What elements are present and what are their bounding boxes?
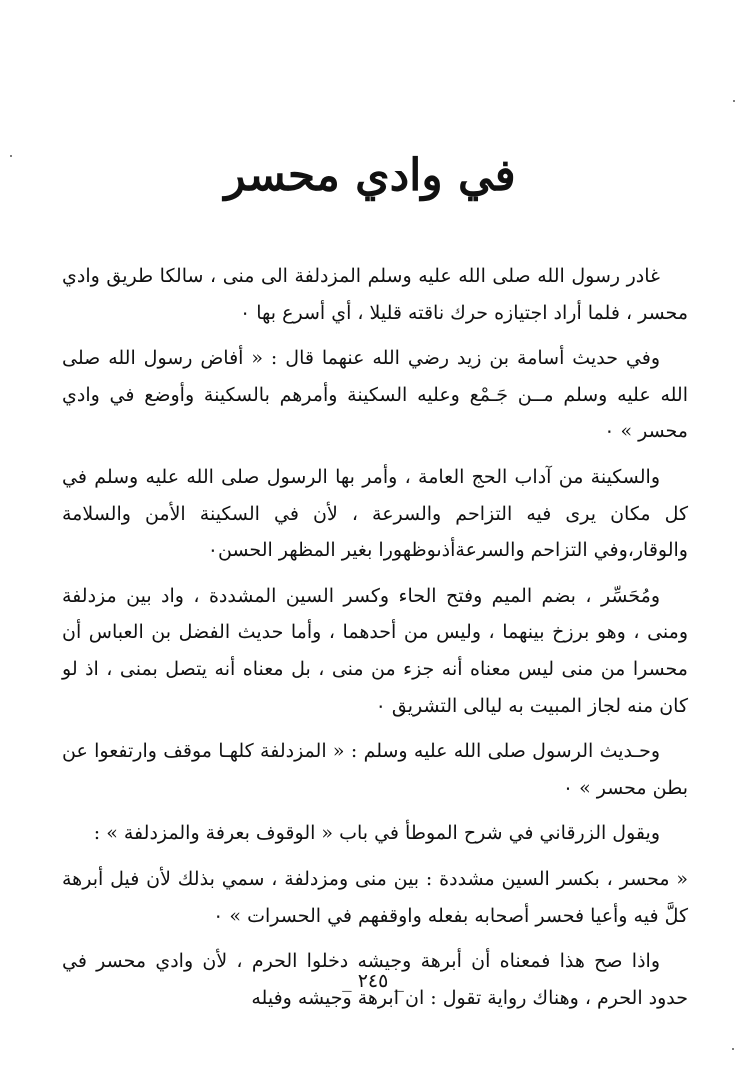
paragraph: غادر رسول الله صلى الله عليه وسلم المزدلفة الى منى ، سالكا طريق وادي محسر ، فلما أراد اجتيازه حرك ناقته قليلا ، أي أسرع بها ٠ <box>62 265 688 324</box>
paragraph: ومُحَسِّر ، بضم الميم وفتح الحاء وكسر السين المشددة ، واد بين مزدلفة ومنى ، وهو برزخ بينهما ، وليس من أحدهما ، وأما حديث الفضل بن العباس أن محسرا من منى ليس معناه أنه جزء من منى ، بل معناه أنه يتصل بمنى ، اذ لو كان منه لجاز المبيت به ليالى التشريق ٠ <box>62 584 688 717</box>
page-number: _ ٢٤٥ _ <box>342 970 404 992</box>
paragraph: وفي حديث أسامة بن زيد رضي الله عنهما قال : « أفاض رسول الله صلى الله عليه وسلم مــن جَـمْع وعليه السكينة وأمرهم بالسكينة وأوضع في وادي محسر » ٠ <box>62 347 688 443</box>
chapter-title: في وادي محسر <box>224 150 516 201</box>
quotation-paragraph: « محسر ، بكسر السين مشددة : بين منى ومزدلفة ، سمي بذلك لأن فيل أبرهة كلَّ فيه وأعيا فحسر أصحابه بفعله واوقفهم في الحسرات » ٠ <box>62 867 688 927</box>
body-text <box>62 258 688 1025</box>
paragraph: واذا صح هذا فمعناه أن أبرهة وجيشه دخلوا الحرم ، لأن وادي محسر في حدود الحرم ، وهناك رواية تقول : ان ابرهة وجيشه وفيله <box>62 950 688 1009</box>
paragraph: والسكينة من آداب الحج العامة ، وأمر بها الرسول صلى الله عليه وسلم في كل مكان يرى فيه التزاحم والسرعة ، لأن في السكينة الأمن والسلامة والوقار،وفي التزاحم والسرعةأذىوظهورا بغير المظهر الحسن٠ <box>62 465 688 562</box>
paragraph: ويقول الزرقاني في شرح الموطأ في باب « الوقوف بعرفة والمزدلفة » : <box>93 822 660 845</box>
scan-speck <box>10 155 12 157</box>
paragraph: وحـديث الرسول صلى الله عليه وسلم : « المزدلفة كلهـا موقف وارتفعوا عن بطن محسر » ٠ <box>62 740 688 799</box>
scan-speck <box>733 100 735 102</box>
scan-speck <box>732 1048 734 1050</box>
